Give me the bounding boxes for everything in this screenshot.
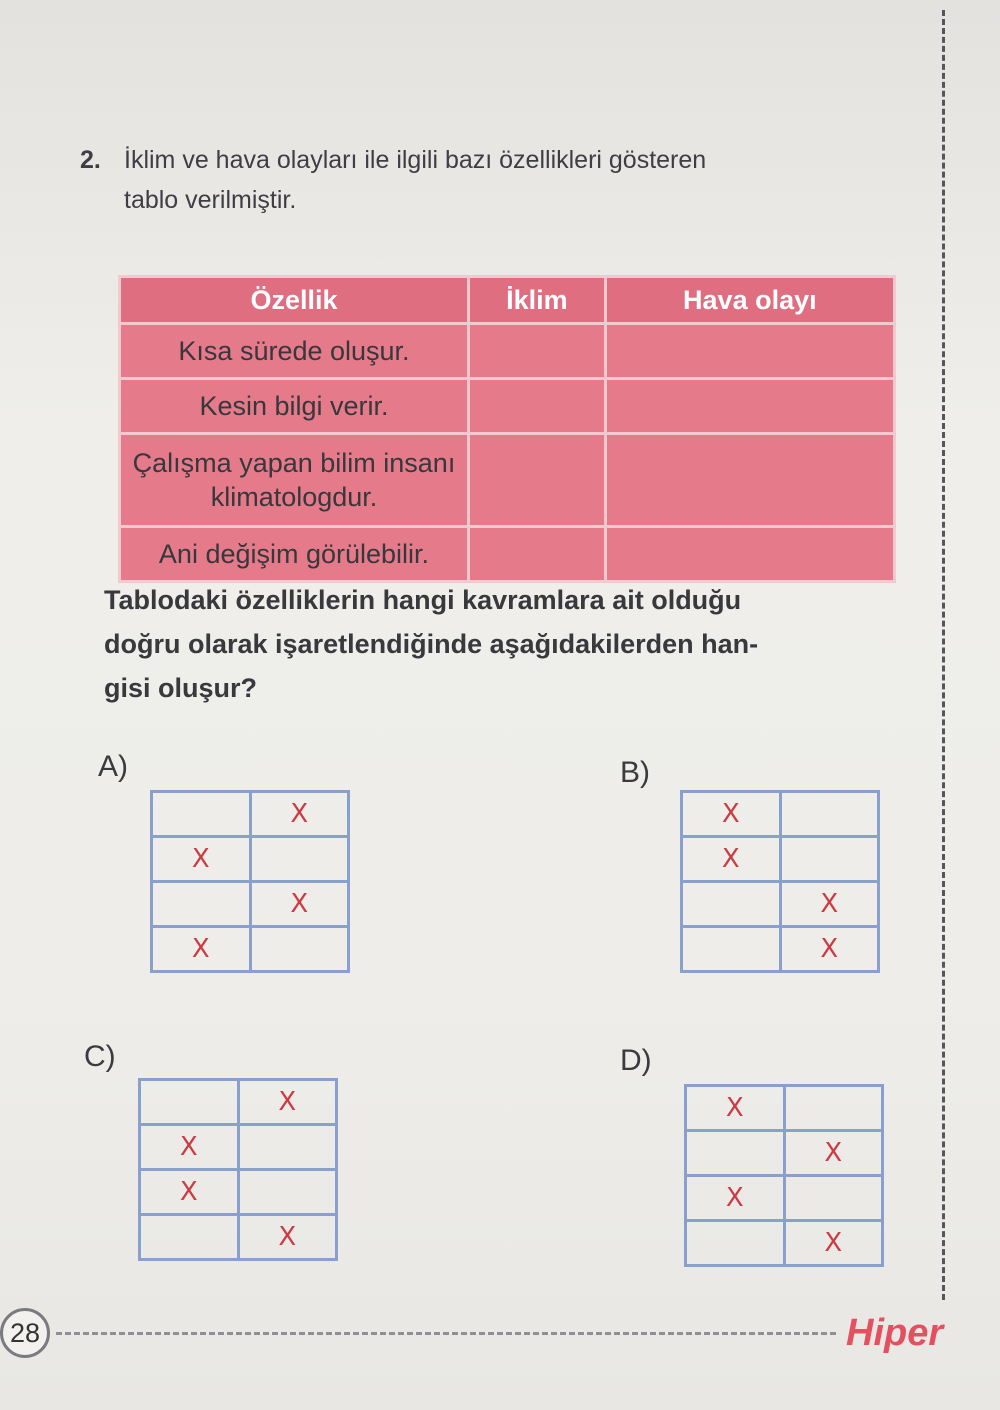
grid-cell: X xyxy=(238,1080,337,1125)
grid-cell xyxy=(238,1125,337,1170)
empty-cell[interactable] xyxy=(605,434,894,527)
grid-row xyxy=(686,1131,883,1176)
option-b-grid[interactable] xyxy=(680,790,880,973)
option-b-label[interactable]: B) xyxy=(620,756,650,789)
brand-logo: Hiper xyxy=(846,1312,944,1354)
feature-cell: Çalışma yapan bilim insanı klimatologdur. xyxy=(120,434,469,527)
cut-line-vertical xyxy=(942,10,945,1300)
grid-cell xyxy=(686,1131,785,1176)
grid-row xyxy=(140,1125,337,1170)
grid-cell: X xyxy=(250,792,349,837)
grid-cell: X xyxy=(780,882,879,927)
prompt-line-1: Tablodaki özelliklerin hangi kavramlara ait olduğu xyxy=(104,585,742,615)
option-c-grid[interactable] xyxy=(138,1078,338,1261)
empty-cell[interactable] xyxy=(469,527,606,582)
feature-cell: Ani değişim görülebilir. xyxy=(120,527,469,582)
grid-cell: X xyxy=(140,1170,239,1215)
grid-cell: X xyxy=(784,1221,883,1266)
grid-row xyxy=(682,927,879,972)
question-line-2: tablo verilmiştir. xyxy=(124,186,297,214)
grid-cell xyxy=(140,1080,239,1125)
question-number: 2. xyxy=(80,146,101,174)
grid-cell xyxy=(140,1215,239,1260)
grid-row xyxy=(140,1170,337,1215)
grid-cell xyxy=(152,882,251,927)
grid-cell xyxy=(152,792,251,837)
grid-row xyxy=(140,1215,337,1260)
header-iklim: İklim xyxy=(469,277,606,324)
grid-cell: X xyxy=(682,837,781,882)
option-d-label[interactable]: D) xyxy=(620,1044,652,1077)
footer-dashed-line xyxy=(56,1332,836,1335)
grid-cell: X xyxy=(686,1176,785,1221)
page-number-badge: 28 xyxy=(0,1308,50,1358)
question-text xyxy=(80,140,920,220)
prompt-text xyxy=(104,578,924,710)
table-row xyxy=(120,324,895,379)
table-row xyxy=(120,379,895,434)
header-ozellik: Özellik xyxy=(120,277,469,324)
grid-cell xyxy=(682,927,781,972)
grid-cell xyxy=(686,1221,785,1266)
question-line-1: İklim ve hava olayları ile ilgili bazı özellikleri gösteren xyxy=(124,146,707,174)
grid-cell xyxy=(250,837,349,882)
grid-cell: X xyxy=(686,1086,785,1131)
grid-cell: X xyxy=(780,927,879,972)
table-row xyxy=(120,527,895,582)
feature-table xyxy=(118,275,896,583)
empty-cell[interactable] xyxy=(605,379,894,434)
grid-cell xyxy=(250,927,349,972)
grid-cell: X xyxy=(784,1131,883,1176)
grid-cell: X xyxy=(152,927,251,972)
grid-cell xyxy=(784,1176,883,1221)
empty-cell[interactable] xyxy=(605,527,894,582)
option-a-grid[interactable] xyxy=(150,790,350,973)
option-c-label[interactable]: C) xyxy=(84,1040,116,1073)
empty-cell[interactable] xyxy=(605,324,894,379)
grid-cell: X xyxy=(140,1125,239,1170)
grid-cell xyxy=(784,1086,883,1131)
prompt-line-3: gisi oluşur? xyxy=(104,673,258,703)
feature-cell: Kısa sürede oluşur. xyxy=(120,324,469,379)
grid-cell: X xyxy=(238,1215,337,1260)
option-a-label[interactable]: A) xyxy=(98,750,128,783)
grid-cell xyxy=(780,837,879,882)
option-d-grid[interactable] xyxy=(684,1084,884,1267)
grid-cell: X xyxy=(152,837,251,882)
grid-cell xyxy=(780,792,879,837)
grid-row xyxy=(152,927,349,972)
grid-row xyxy=(682,882,879,927)
grid-cell: X xyxy=(250,882,349,927)
grid-row xyxy=(682,837,879,882)
empty-cell[interactable] xyxy=(469,434,606,527)
grid-row xyxy=(152,882,349,927)
empty-cell[interactable] xyxy=(469,324,606,379)
feature-cell: Kesin bilgi verir. xyxy=(120,379,469,434)
grid-row xyxy=(686,1221,883,1266)
table-header-row xyxy=(120,277,895,324)
grid-row xyxy=(686,1086,883,1131)
table-row xyxy=(120,434,895,527)
grid-row xyxy=(152,837,349,882)
grid-cell xyxy=(238,1170,337,1215)
prompt-line-2: doğru olarak işaretlendiğinde aşağıdakilerden han- xyxy=(104,629,759,659)
header-hava-olayi: Hava olayı xyxy=(605,277,894,324)
grid-row xyxy=(682,792,879,837)
grid-row xyxy=(140,1080,337,1125)
grid-cell xyxy=(682,882,781,927)
grid-row xyxy=(686,1176,883,1221)
grid-row xyxy=(152,792,349,837)
empty-cell[interactable] xyxy=(469,379,606,434)
grid-cell: X xyxy=(682,792,781,837)
